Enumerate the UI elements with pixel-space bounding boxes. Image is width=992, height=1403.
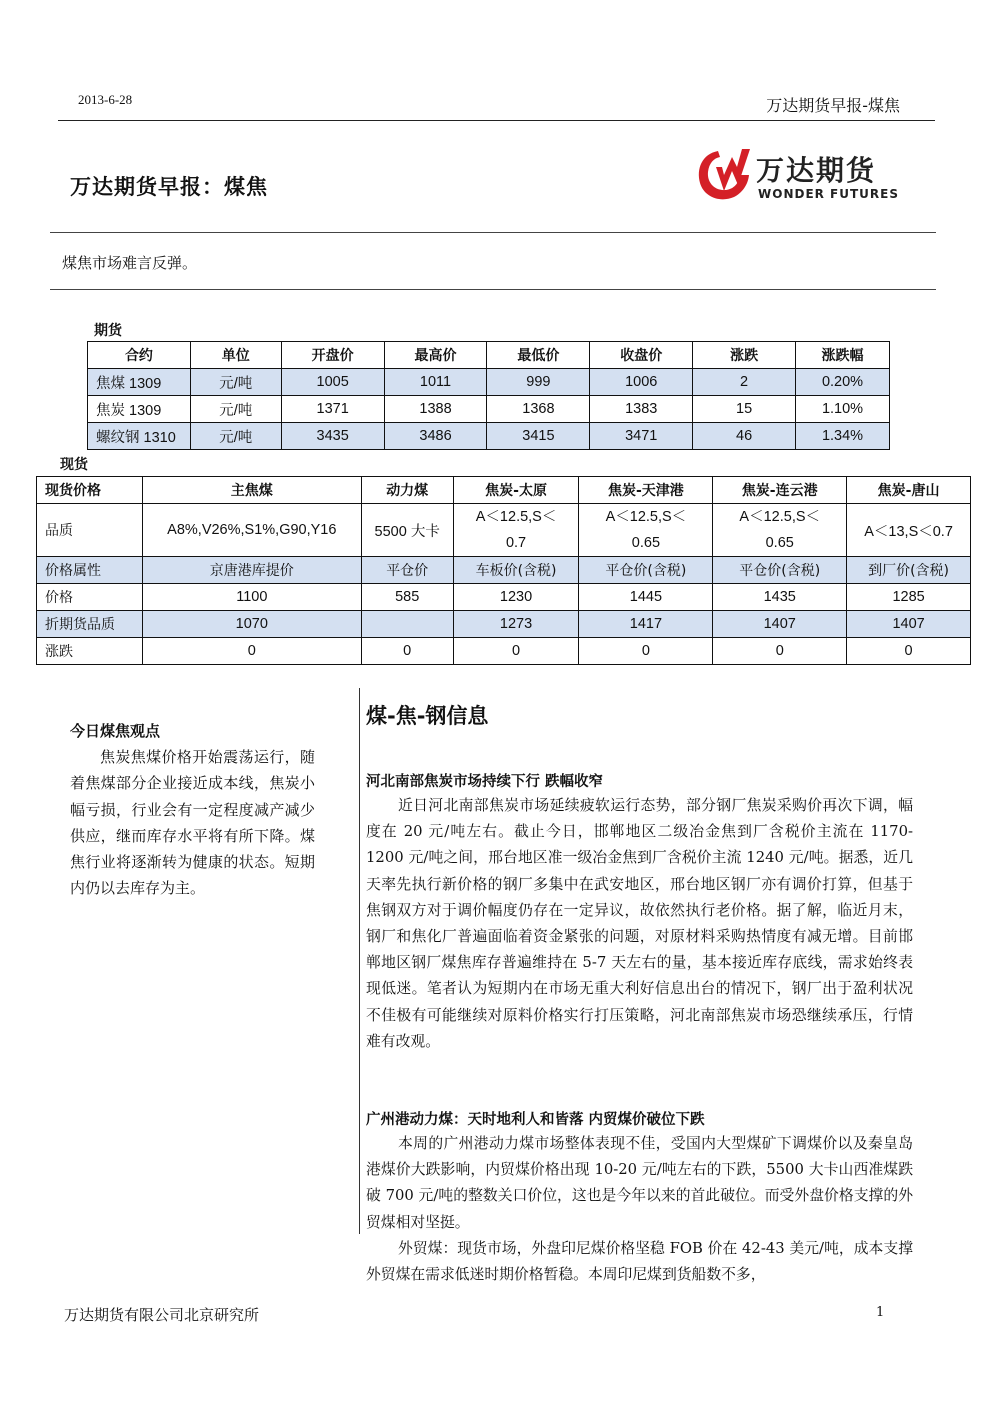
- table-row: [37, 584, 971, 611]
- table-cell: 3415: [487, 423, 590, 450]
- table-cell: 品质: [37, 504, 143, 557]
- table-cell: 1407: [713, 611, 847, 638]
- report-date: 2013-6-28: [78, 92, 133, 107]
- table-cell: 折期货品质: [37, 611, 143, 638]
- table-cell: 1006: [590, 369, 693, 396]
- table-cell: 3471: [590, 423, 693, 450]
- table-cell: 京唐港库提价: [142, 557, 361, 584]
- table-cell: 元/吨: [190, 396, 281, 423]
- table-cell: 585: [361, 584, 453, 611]
- col-header: 单位: [190, 342, 281, 369]
- col-header: 最高价: [384, 342, 487, 369]
- table-row: [37, 557, 971, 584]
- table-row: [88, 396, 890, 423]
- table-cell: 平仓价: [361, 557, 453, 584]
- logo-text-en: WONDER FUTURES: [758, 187, 900, 201]
- col-header: 焦炭-天津港: [579, 477, 713, 504]
- table-cell: 到厂价(含税): [847, 557, 971, 584]
- table-cell: 平仓价(含税): [579, 557, 713, 584]
- table-cell: [361, 611, 453, 638]
- table-cell: 1285: [847, 584, 971, 611]
- logo-text-cn: 万达期货: [756, 154, 877, 187]
- table-cell: 0: [453, 638, 579, 665]
- cell-line: 0.65: [765, 535, 794, 551]
- table-row: [88, 369, 890, 396]
- futures-label: 期货: [94, 323, 122, 339]
- col-header: 开盘价: [281, 342, 384, 369]
- cell-line: A＜12.5,S＜: [605, 509, 687, 525]
- table-cell: 1005: [281, 369, 384, 396]
- spot-table: [36, 476, 971, 665]
- table-cell: 1383: [590, 396, 693, 423]
- col-header: 焦炭-连云港: [713, 477, 847, 504]
- table-cell: 1445: [579, 584, 713, 611]
- col-header: 焦炭-太原: [453, 477, 579, 504]
- table-cell: 平仓价(含税): [713, 557, 847, 584]
- article-body: 近日河北南部焦炭市场延续疲软运行态势，部分钢厂焦炭采购价再次下调，幅度在 20 元/吨左右。截止今日，邯郸地区二级冶金焦到厂含税价主流在 1170-1200 元/吨之间，邢台地区准一级冶金焦到厂含税价主流 1240 元/吨。据悉，近几天率先执行新价格的钢厂多集中在武安地区，邢台地区钢厂亦有调价打算，但基于焦钢双方对于调价幅度仍存在一定异议，故依然执行老价格。据了解，临近月末，钢厂和焦化厂普遍面临着资金紧张的问题，对原材料采购热情度有减无增。目前邯郸地区钢厂煤焦库存普遍维持在 5-7 天左右的量，基本接近库存底线，需求始终表现低迷。笔者认为短期内在市场无重大利好信息出台的情况下，钢厂出于盈利状况不佳极有可能继续对原料价格实行打压策略，河北南部焦炭市场恐继续承压，行情难有改观。: [366, 797, 913, 1050]
- col-header: 焦炭-唐山: [847, 477, 971, 504]
- table-cell: 1273: [453, 611, 579, 638]
- table-cell: 15: [693, 396, 796, 423]
- table-cell: 46: [693, 423, 796, 450]
- table-cell: 0: [142, 638, 361, 665]
- table-cell: 涨跌: [37, 638, 143, 665]
- table-row: [37, 504, 971, 557]
- table-cell: 1070: [142, 611, 361, 638]
- table-cell: 车板价(含税): [453, 557, 579, 584]
- view-section: [70, 718, 315, 901]
- table-cell: [579, 504, 713, 557]
- spot-label: 现货: [60, 457, 88, 473]
- table-cell: A8%,V26%,S1%,G90,Y16: [142, 504, 361, 557]
- table-cell: 1368: [487, 396, 590, 423]
- table-cell: 1417: [579, 611, 713, 638]
- table-cell: 0: [847, 638, 971, 665]
- logo-mark-icon: [696, 145, 754, 205]
- col-header: 动力煤: [361, 477, 453, 504]
- table-cell: A＜13,S＜0.7: [847, 504, 971, 557]
- table-cell: 1230: [453, 584, 579, 611]
- article-body: 外贸煤：现货市场，外盘印尼煤价格坚稳 FOB 价在 42-43 美元/吨，成本支撑外贸煤在需求低迷时期价格暂稳。本周印尼煤到货船数不多，: [366, 1240, 913, 1284]
- divider: [50, 289, 936, 290]
- table-cell: 焦煤 1309: [88, 369, 191, 396]
- cell-line: A＜12.5,S＜: [475, 509, 557, 525]
- table-cell: [713, 504, 847, 557]
- col-header: 涨跌幅: [796, 342, 890, 369]
- table-cell: 0: [579, 638, 713, 665]
- article-title: 广州港动力煤：天时地利人和皆落 内贸煤价破位下跌: [366, 1112, 705, 1128]
- table-cell: 1407: [847, 611, 971, 638]
- table-cell: 1388: [384, 396, 487, 423]
- col-header: 最低价: [487, 342, 590, 369]
- table-cell: 999: [487, 369, 590, 396]
- table-cell: 0: [713, 638, 847, 665]
- divider: [50, 232, 936, 233]
- table-cell: 0: [361, 638, 453, 665]
- table-cell: 5500 大卡: [361, 504, 453, 557]
- article-body: 本周的广州港动力煤市场整体表现不佳，受国内大型煤矿下调煤价以及秦皇岛港煤价大跌影响，内贸煤价格出现 10-20 元/吨左右的下跌，5500 大卡山西准煤跌破 700 元/吨的整数关口价位，这也是今年以来的首此破位。而受外盘价格支撑的外贸煤相对坚挺。: [366, 1135, 913, 1231]
- spot-header-row: [37, 477, 971, 504]
- table-cell: 1371: [281, 396, 384, 423]
- page-number: 1: [876, 1305, 885, 1320]
- table-cell: 1011: [384, 369, 487, 396]
- view-heading: 今日煤焦观点: [70, 722, 161, 740]
- table-row: [37, 611, 971, 638]
- header-title: 万达期货早报-煤焦: [766, 96, 900, 115]
- table-cell: [453, 504, 579, 557]
- view-body: 焦炭焦煤价格开始震荡运行，随着焦煤部分企业接近成本线，焦炭小幅亏损，行业会有一定程度减产减少供应，继而库存水平将有所下降。煤焦行业将逐渐转为健康的状态。短期内仍以去库存为主。: [70, 748, 315, 898]
- info-heading: 煤-焦-钢信息: [366, 704, 489, 728]
- table-row: [88, 423, 890, 450]
- footer-company: 万达期货有限公司北京研究所: [64, 1306, 260, 1324]
- column-divider: [359, 688, 360, 1234]
- table-cell: 1435: [713, 584, 847, 611]
- cell-line: 0.7: [505, 535, 527, 551]
- table-cell: 1.34%: [796, 423, 890, 450]
- table-cell: 3486: [384, 423, 487, 450]
- summary-text: 煤焦市场难言反弹。: [62, 254, 198, 272]
- report-title: 万达期货早报：煤焦: [70, 175, 268, 199]
- col-header: 主焦煤: [142, 477, 361, 504]
- futures-table: [87, 341, 890, 450]
- table-cell: 2: [693, 369, 796, 396]
- col-header: 涨跌: [693, 342, 796, 369]
- table-row: [37, 638, 971, 665]
- table-cell: 元/吨: [190, 423, 281, 450]
- header-rule: [58, 120, 935, 121]
- table-cell: 1100: [142, 584, 361, 611]
- table-cell: 螺纹钢 1310: [88, 423, 191, 450]
- table-cell: 元/吨: [190, 369, 281, 396]
- article-title: 河北南部焦炭市场持续下行 跌幅收窄: [366, 774, 604, 790]
- cell-line: 0.65: [631, 535, 661, 551]
- table-cell: 价格: [37, 584, 143, 611]
- table-cell: 1.10%: [796, 396, 890, 423]
- company-logo: [696, 145, 906, 205]
- table-cell: 价格属性: [37, 557, 143, 584]
- table-cell: 焦炭 1309: [88, 396, 191, 423]
- col-header: 现货价格: [37, 477, 143, 504]
- table-cell: 0.20%: [796, 369, 890, 396]
- cell-line: A＜12.5,S＜: [739, 509, 821, 525]
- col-header: 收盘价: [590, 342, 693, 369]
- futures-header-row: [88, 342, 890, 369]
- col-header: 合约: [88, 342, 191, 369]
- table-cell: 3435: [281, 423, 384, 450]
